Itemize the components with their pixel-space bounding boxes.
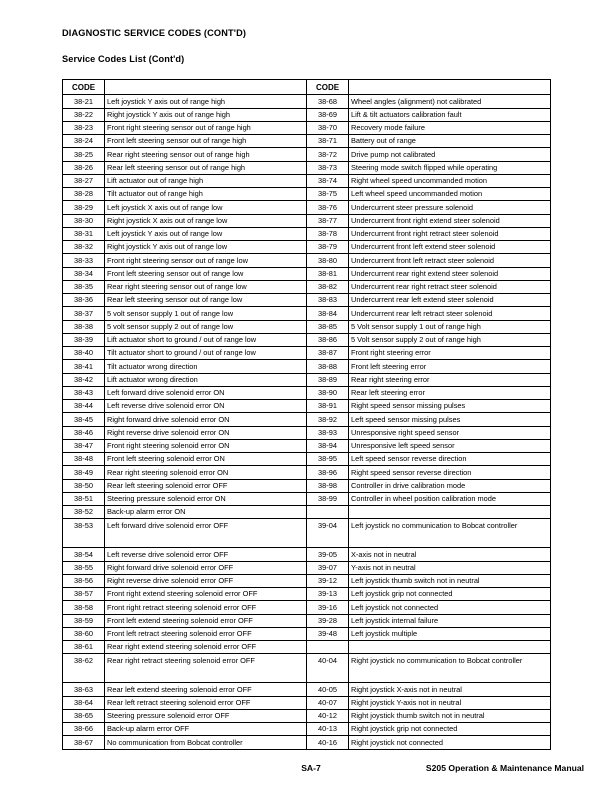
cell-left-description: Left forward drive solenoid error ON <box>105 386 307 399</box>
cell-left-description: 5 volt sensor supply 2 out of range low <box>105 320 307 333</box>
cell-left-code: 38-34 <box>63 267 105 280</box>
cell-left-description: Front right steering solenoid error ON <box>105 439 307 452</box>
cell-left-code: 38-55 <box>63 561 105 574</box>
cell-right-code: 40-07 <box>307 696 349 709</box>
cell-left-description: Left reverse drive solenoid error OFF <box>105 548 307 561</box>
table-row <box>63 723 551 736</box>
cell-right-description: Rear right steering error <box>349 373 551 386</box>
cell-left-description: Front left steering sensor out of range high <box>105 135 307 148</box>
cell-right-code: 38-75 <box>307 188 349 201</box>
cell-right-description: Right joystick no communication to Bobcat controller <box>349 654 551 683</box>
cell-left-code: 38-24 <box>63 135 105 148</box>
cell-right-code <box>307 506 349 519</box>
cell-right-code: 39-12 <box>307 574 349 587</box>
cell-left-description: Tilt actuator short to ground / out of range low <box>105 347 307 360</box>
cell-left-code: 38-27 <box>63 174 105 187</box>
table-row <box>63 601 551 614</box>
cell-right-description: Right wheel speed uncommanded motion <box>349 174 551 187</box>
cell-right-code: 39-04 <box>307 519 349 548</box>
cell-right-code: 38-83 <box>307 294 349 307</box>
table-row <box>63 574 551 587</box>
cell-left-description: Rear right steering solenoid error ON <box>105 466 307 479</box>
page-title: DIAGNOSTIC SERVICE CODES (CONT'D) <box>62 28 247 38</box>
cell-right-description: Undercurrent rear right retract steer solenoid <box>349 280 551 293</box>
cell-left-code: 38-47 <box>63 439 105 452</box>
cell-right-description: Left joystick thumb switch not in neutral <box>349 574 551 587</box>
cell-right-description: Left speed sensor reverse direction <box>349 453 551 466</box>
cell-left-code: 38-39 <box>63 333 105 346</box>
table-row <box>63 373 551 386</box>
cell-right-code <box>307 641 349 654</box>
cell-left-description: Left joystick Y axis out of range low <box>105 227 307 240</box>
cell-right-description: Controller in drive calibration mode <box>349 479 551 492</box>
table-row <box>63 294 551 307</box>
cell-left-code: 38-64 <box>63 696 105 709</box>
cell-right-description: Left speed sensor missing pulses <box>349 413 551 426</box>
cell-left-code: 38-37 <box>63 307 105 320</box>
cell-right-code: 38-78 <box>307 227 349 240</box>
cell-right-description: Steering mode switch flipped while operating <box>349 161 551 174</box>
cell-left-description: 5 volt sensor supply 1 out of range low <box>105 307 307 320</box>
cell-right-description: Undercurrent rear left extend steer solenoid <box>349 294 551 307</box>
cell-left-code: 38-25 <box>63 148 105 161</box>
cell-right-code: 38-68 <box>307 95 349 108</box>
cell-right-description: Right joystick not connected <box>349 736 551 749</box>
service-codes-table <box>62 79 551 750</box>
table-row <box>63 466 551 479</box>
cell-right-code: 38-93 <box>307 426 349 439</box>
table-row <box>63 267 551 280</box>
cell-right-code: 38-76 <box>307 201 349 214</box>
table-row <box>63 506 551 519</box>
table-row <box>63 386 551 399</box>
cell-left-code: 38-52 <box>63 506 105 519</box>
cell-left-code: 38-32 <box>63 241 105 254</box>
column-header-left-code: CODE <box>63 80 105 95</box>
table-row <box>63 736 551 749</box>
cell-right-description: Front left steering error <box>349 360 551 373</box>
cell-right-description <box>349 641 551 654</box>
table-row <box>63 280 551 293</box>
column-header-right-description <box>349 80 551 95</box>
cell-left-code: 38-56 <box>63 574 105 587</box>
cell-left-description: Rear right steering sensor out of range high <box>105 148 307 161</box>
cell-left-description: Left joystick X axis out of range low <box>105 201 307 214</box>
cell-right-description: Right joystick X-axis not in neutral <box>349 683 551 696</box>
table-row <box>63 561 551 574</box>
table-row <box>63 439 551 452</box>
cell-left-description: Right joystick Y axis out of range high <box>105 108 307 121</box>
cell-right-code: 40-12 <box>307 709 349 722</box>
table-row <box>63 588 551 601</box>
cell-left-code: 38-62 <box>63 654 105 683</box>
cell-right-description: Left joystick not connected <box>349 601 551 614</box>
cell-right-description <box>349 506 551 519</box>
cell-left-description: Front right steering sensor out of range high <box>105 121 307 134</box>
cell-right-description: Right joystick grip not connected <box>349 723 551 736</box>
cell-left-code: 38-63 <box>63 683 105 696</box>
cell-right-description: Left joystick no communication to Bobcat controller <box>349 519 551 548</box>
cell-left-code: 38-45 <box>63 413 105 426</box>
cell-left-code: 38-26 <box>63 161 105 174</box>
cell-left-code: 38-41 <box>63 360 105 373</box>
column-header-right-code: CODE <box>307 80 349 95</box>
cell-left-code: 38-22 <box>63 108 105 121</box>
cell-right-description: Recovery mode failure <box>349 121 551 134</box>
cell-left-code: 38-61 <box>63 641 105 654</box>
cell-right-code: 39-05 <box>307 548 349 561</box>
cell-left-code: 38-30 <box>63 214 105 227</box>
cell-left-code: 38-60 <box>63 627 105 640</box>
cell-left-code: 38-49 <box>63 466 105 479</box>
cell-left-description: Front left retract steering solenoid error OFF <box>105 627 307 640</box>
cell-left-code: 38-40 <box>63 347 105 360</box>
cell-left-code: 38-38 <box>63 320 105 333</box>
cell-right-code: 38-69 <box>307 108 349 121</box>
cell-left-code: 38-50 <box>63 479 105 492</box>
cell-right-code: 38-81 <box>307 267 349 280</box>
cell-right-description: X-axis not in neutral <box>349 548 551 561</box>
footer-manual-title: S205 Operation & Maintenance Manual <box>425 763 584 773</box>
cell-left-description: Tilt actuator out of range high <box>105 188 307 201</box>
cell-left-description: Right reverse drive solenoid error OFF <box>105 574 307 587</box>
cell-left-description: Steering pressure solenoid error ON <box>105 492 307 505</box>
cell-left-code: 38-21 <box>63 95 105 108</box>
cell-right-description: Undercurrent rear left retract steer solenoid <box>349 307 551 320</box>
table-row <box>63 95 551 108</box>
cell-left-code: 38-35 <box>63 280 105 293</box>
cell-right-description: Lift & tilt actuators calibration fault <box>349 108 551 121</box>
cell-left-code: 38-28 <box>63 188 105 201</box>
cell-left-code: 38-46 <box>63 426 105 439</box>
page-footer <box>0 763 612 777</box>
cell-left-description: Right joystick Y axis out of range low <box>105 241 307 254</box>
cell-left-description: Front right steering sensor out of range low <box>105 254 307 267</box>
table-row <box>63 453 551 466</box>
cell-left-description: Front left steering sensor out of range low <box>105 267 307 280</box>
cell-right-code: 40-13 <box>307 723 349 736</box>
cell-right-code: 38-82 <box>307 280 349 293</box>
cell-left-description: Rear left steering sensor out of range low <box>105 294 307 307</box>
cell-right-code: 38-98 <box>307 479 349 492</box>
cell-right-code: 38-77 <box>307 214 349 227</box>
cell-right-description: Undercurrent front left retract steer solenoid <box>349 254 551 267</box>
cell-right-code: 40-16 <box>307 736 349 749</box>
cell-left-code: 38-29 <box>63 201 105 214</box>
cell-left-description: Lift actuator wrong direction <box>105 373 307 386</box>
cell-left-description: Front left steering solenoid error ON <box>105 453 307 466</box>
cell-right-description: Unresponsive right speed sensor <box>349 426 551 439</box>
cell-left-code: 38-57 <box>63 588 105 601</box>
cell-left-description: Rear left steering sensor out of range high <box>105 161 307 174</box>
cell-left-code: 38-43 <box>63 386 105 399</box>
table-row <box>63 400 551 413</box>
cell-right-code: 38-79 <box>307 241 349 254</box>
cell-left-description: Right reverse drive solenoid error ON <box>105 426 307 439</box>
cell-right-code: 38-72 <box>307 148 349 161</box>
cell-right-description: Wheel angles (alignment) not calibrated <box>349 95 551 108</box>
cell-right-description: Undercurrent steer pressure solenoid <box>349 201 551 214</box>
table-row <box>63 108 551 121</box>
service-codes-table-container <box>62 79 550 750</box>
cell-right-code: 38-73 <box>307 161 349 174</box>
cell-left-description: Front left extend steering solenoid error OFF <box>105 614 307 627</box>
table-header <box>63 80 551 95</box>
cell-left-code: 38-48 <box>63 453 105 466</box>
cell-right-description: Left joystick internal failure <box>349 614 551 627</box>
table-body <box>63 95 551 749</box>
cell-left-code: 38-33 <box>63 254 105 267</box>
cell-right-description: Left joystick multiple <box>349 627 551 640</box>
cell-right-code: 38-95 <box>307 453 349 466</box>
cell-left-description: Left reverse drive solenoid error ON <box>105 400 307 413</box>
table-row <box>63 148 551 161</box>
cell-right-description: Undercurrent front right retract steer solenoid <box>349 227 551 240</box>
cell-right-description: Battery out of range <box>349 135 551 148</box>
cell-left-description: Right forward drive solenoid error OFF <box>105 561 307 574</box>
cell-left-code: 38-36 <box>63 294 105 307</box>
cell-right-description: Front right steering error <box>349 347 551 360</box>
cell-right-code: 38-80 <box>307 254 349 267</box>
table-row <box>63 548 551 561</box>
cell-right-code: 39-16 <box>307 601 349 614</box>
cell-right-code: 38-99 <box>307 492 349 505</box>
table-row <box>63 227 551 240</box>
cell-right-code: 38-94 <box>307 439 349 452</box>
cell-right-description: Y-axis not in neutral <box>349 561 551 574</box>
cell-left-description: Right forward drive solenoid error ON <box>105 413 307 426</box>
cell-right-code: 40-05 <box>307 683 349 696</box>
cell-left-description: Rear left steering solenoid error OFF <box>105 479 307 492</box>
table-row <box>63 201 551 214</box>
cell-right-code: 39-28 <box>307 614 349 627</box>
table-row <box>63 683 551 696</box>
cell-left-description: Front right extend steering solenoid error OFF <box>105 588 307 601</box>
cell-left-description: Back-up alarm error OFF <box>105 723 307 736</box>
cell-right-code: 38-91 <box>307 400 349 413</box>
cell-right-description: Unresponsive left speed sensor <box>349 439 551 452</box>
cell-right-code: 38-71 <box>307 135 349 148</box>
table-row <box>63 614 551 627</box>
cell-right-code: 38-74 <box>307 174 349 187</box>
cell-left-description: Rear left retract steering solenoid error OFF <box>105 696 307 709</box>
table-header-row <box>63 80 551 95</box>
cell-right-code: 38-86 <box>307 333 349 346</box>
table-row <box>63 214 551 227</box>
cell-right-code: 38-88 <box>307 360 349 373</box>
cell-right-code: 39-13 <box>307 588 349 601</box>
cell-right-code: 39-48 <box>307 627 349 640</box>
cell-left-code: 38-44 <box>63 400 105 413</box>
cell-right-description: Controller in wheel position calibration mode <box>349 492 551 505</box>
cell-right-code: 39-07 <box>307 561 349 574</box>
cell-left-description: Rear right extend steering solenoid error OFF <box>105 641 307 654</box>
table-row <box>63 333 551 346</box>
table-row <box>63 174 551 187</box>
table-row <box>63 696 551 709</box>
section-title: Service Codes List (Cont'd) <box>62 54 185 64</box>
table-row <box>63 413 551 426</box>
cell-left-code: 38-42 <box>63 373 105 386</box>
footer-page-number: SA-7 <box>301 763 321 773</box>
table-row <box>63 360 551 373</box>
column-header-left-description <box>105 80 307 95</box>
cell-left-description: No communication from Bobcat controller <box>105 736 307 749</box>
cell-right-description: Right joystick thumb switch not in neutral <box>349 709 551 722</box>
table-row <box>63 121 551 134</box>
cell-right-description: Undercurrent front left extend steer solenoid <box>349 241 551 254</box>
table-row <box>63 479 551 492</box>
cell-left-description: Right joystick X axis out of range low <box>105 214 307 227</box>
table-row <box>63 426 551 439</box>
cell-right-description: Left wheel speed uncommanded motion <box>349 188 551 201</box>
cell-right-code: 38-90 <box>307 386 349 399</box>
cell-left-description: Rear left extend steering solenoid error OFF <box>105 683 307 696</box>
cell-right-description: Left joystick grip not connected <box>349 588 551 601</box>
table-row <box>63 254 551 267</box>
cell-right-description: Right speed sensor reverse direction <box>349 466 551 479</box>
cell-left-code: 38-66 <box>63 723 105 736</box>
cell-right-code: 38-96 <box>307 466 349 479</box>
cell-right-description: 5 Volt sensor supply 2 out of range high <box>349 333 551 346</box>
table-row <box>63 241 551 254</box>
table-row <box>63 161 551 174</box>
cell-left-description: Rear right retract steering solenoid error OFF <box>105 654 307 683</box>
cell-left-description: Left joystick Y axis out of range high <box>105 95 307 108</box>
cell-right-description: Undercurrent front right extend steer solenoid <box>349 214 551 227</box>
cell-right-code: 38-70 <box>307 121 349 134</box>
table-row <box>63 320 551 333</box>
cell-right-code: 40-04 <box>307 654 349 683</box>
table-row <box>63 627 551 640</box>
cell-left-code: 38-67 <box>63 736 105 749</box>
table-row <box>63 519 551 548</box>
cell-left-code: 38-54 <box>63 548 105 561</box>
cell-right-description: Undercurrent rear right extend steer solenoid <box>349 267 551 280</box>
table-row <box>63 709 551 722</box>
table-row <box>63 654 551 683</box>
cell-right-description: Rear left steering error <box>349 386 551 399</box>
cell-right-description: Right joystick Y-axis not in neutral <box>349 696 551 709</box>
table-row <box>63 188 551 201</box>
cell-left-description: Back-up alarm error ON <box>105 506 307 519</box>
table-row <box>63 347 551 360</box>
table-row <box>63 307 551 320</box>
cell-left-description: Lift actuator short to ground / out of range low <box>105 333 307 346</box>
cell-left-description: Left forward drive solenoid error OFF <box>105 519 307 548</box>
cell-right-description: 5 Volt sensor supply 1 out of range high <box>349 320 551 333</box>
cell-right-code: 38-84 <box>307 307 349 320</box>
cell-left-description: Lift actuator out of range high <box>105 174 307 187</box>
cell-left-code: 38-58 <box>63 601 105 614</box>
cell-right-code: 38-85 <box>307 320 349 333</box>
table-row <box>63 641 551 654</box>
cell-right-description: Drive pump not calibrated <box>349 148 551 161</box>
cell-left-code: 38-59 <box>63 614 105 627</box>
table-row <box>63 492 551 505</box>
cell-left-code: 38-23 <box>63 121 105 134</box>
cell-left-code: 38-31 <box>63 227 105 240</box>
cell-left-description: Rear right steering sensor out of range low <box>105 280 307 293</box>
cell-left-description: Steering pressure solenoid error OFF <box>105 709 307 722</box>
cell-left-description: Front right retract steering solenoid error OFF <box>105 601 307 614</box>
cell-left-code: 38-65 <box>63 709 105 722</box>
cell-right-code: 38-92 <box>307 413 349 426</box>
cell-right-description: Right speed sensor missing pulses <box>349 400 551 413</box>
cell-left-description: Tilt actuator wrong direction <box>105 360 307 373</box>
table-row <box>63 135 551 148</box>
cell-left-code: 38-53 <box>63 519 105 548</box>
cell-left-code: 38-51 <box>63 492 105 505</box>
cell-right-code: 38-87 <box>307 347 349 360</box>
cell-right-code: 38-89 <box>307 373 349 386</box>
